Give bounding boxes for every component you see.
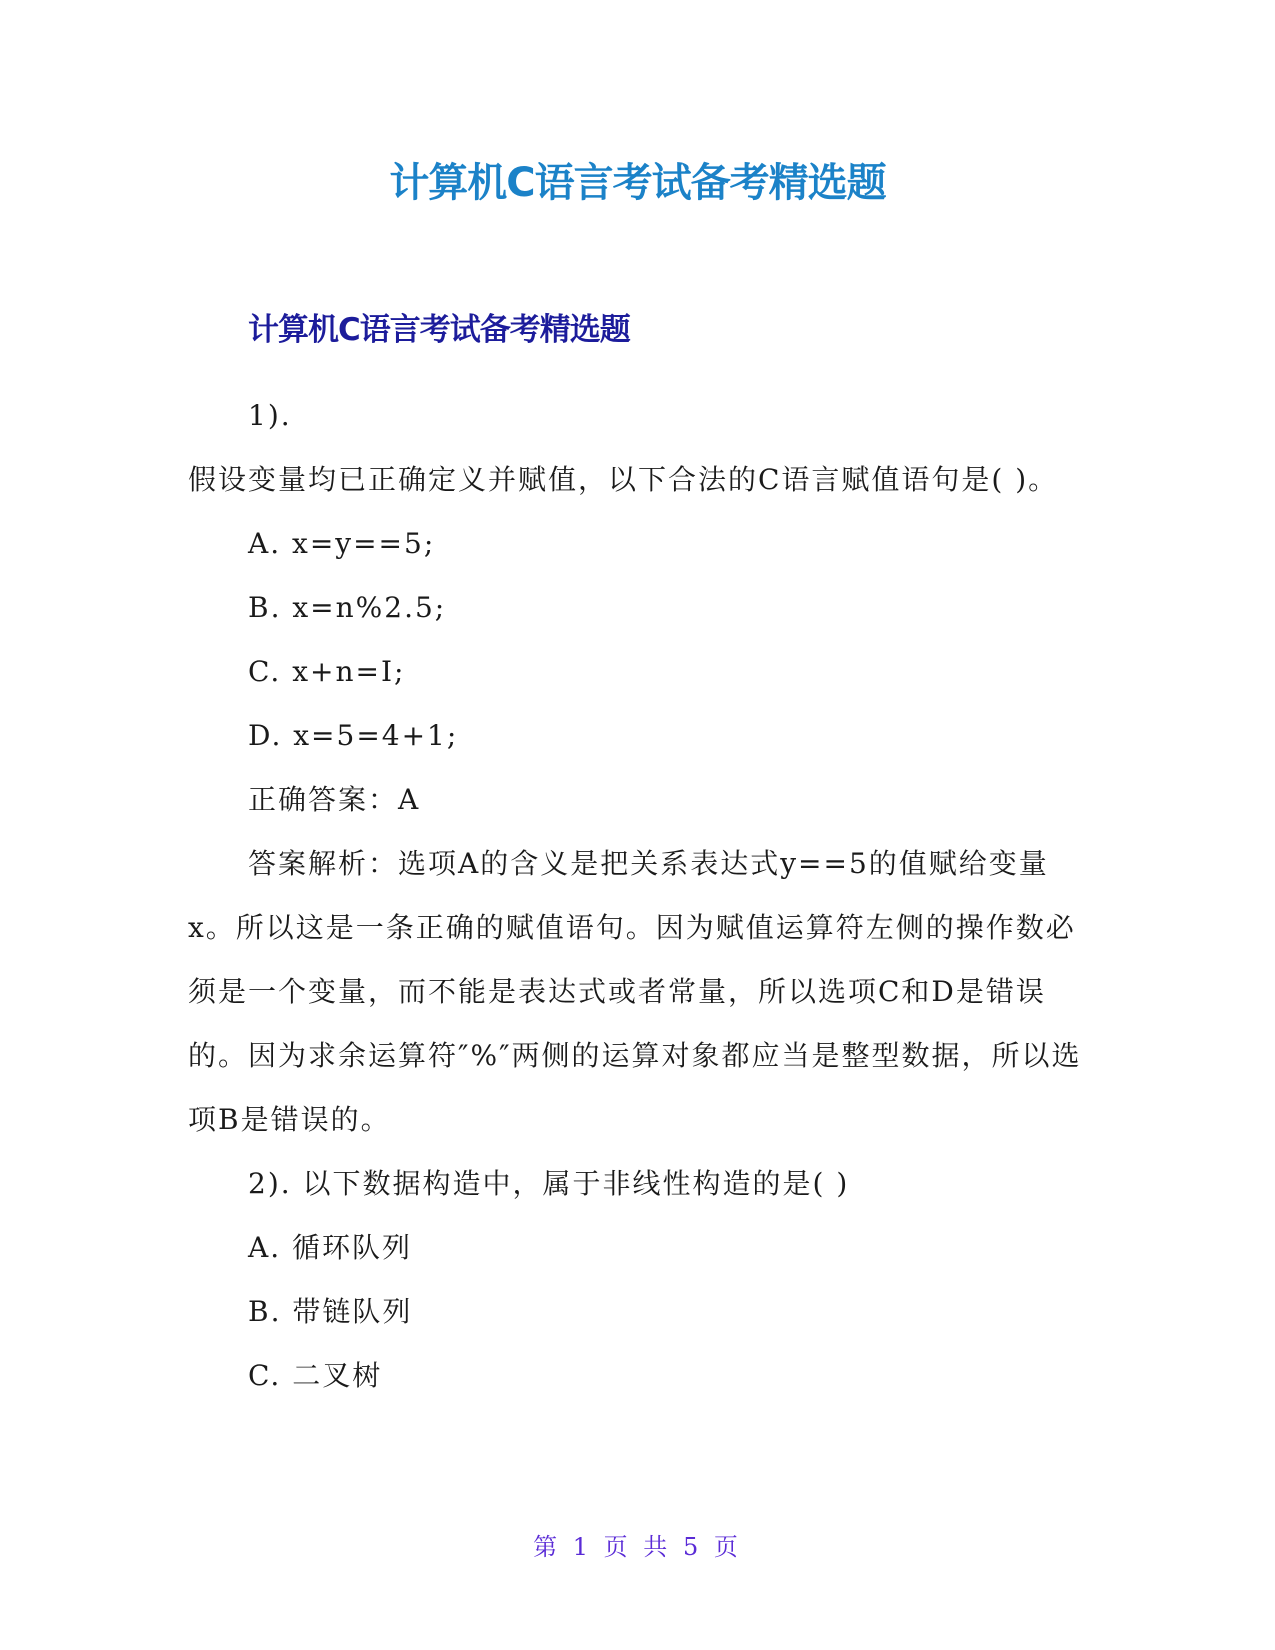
question-1-option-d: D. x=5=4+1; — [248, 719, 459, 752]
question-1-analysis: 答案解析：选项A的含义是把关系表达式y==5的值赋给变量x。所以这是一条正确的赋值语句。因为赋值运算符左侧的操作数必须是一个变量，而不能是表达式或者常量，所以选项C和D是错误的。因为求余运算符″%″两侧的运算对象都应当是整型数据，所以选项B是错误的。 — [188, 847, 1082, 1136]
question-2-option-b: B. 带链队列 — [248, 1295, 413, 1328]
document-title: 计算机C语言考试备考精选题 — [389, 160, 886, 206]
question-1-answer: 正确答案：A — [248, 783, 421, 816]
document-body — [188, 384, 1088, 1408]
question-2-option-c: C. 二叉树 — [248, 1359, 383, 1392]
question-1-text: 假设变量均已正确定义并赋值，以下合法的C语言赋值语句是( )。 — [188, 463, 1059, 496]
question-1-option-c: C. x+n=I; — [248, 655, 406, 688]
question-2-option-a: A. 循环队列 — [248, 1231, 413, 1264]
section-title: 计算机C语言考试备考精选题 — [248, 312, 630, 348]
question-1-option-a: A. x=y==5; — [248, 527, 436, 560]
question-1-number: 1). — [248, 399, 292, 432]
question-2-text: 2). 以下数据构造中，属于非线性构造的是( ) — [248, 1167, 850, 1200]
question-1-option-b: B. x=n%2.5; — [248, 591, 447, 624]
page-footer: 第 1 页 共 5 页 — [533, 1533, 742, 1561]
